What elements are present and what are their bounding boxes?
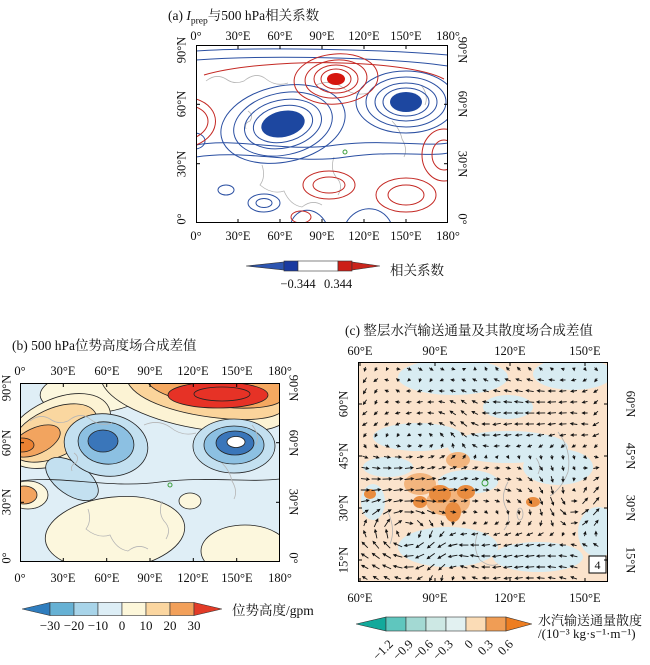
reference-vector-value: 4: [594, 558, 601, 572]
x-tick-label: 90°E: [137, 364, 163, 378]
negative-core-west: [259, 107, 307, 142]
colorbar-segment: [446, 617, 466, 631]
colorbar-c: [356, 615, 532, 633]
panel-c-title: [345, 319, 593, 339]
x-tick-label: 90°E: [309, 29, 335, 43]
map-a: [196, 45, 448, 223]
colorbar-tick-label: 20: [163, 618, 177, 633]
colorbar-segment: [98, 603, 122, 616]
x-tick-label: 180°: [436, 29, 460, 43]
y-tick-label: 30°N: [623, 494, 638, 522]
map-c: [358, 362, 608, 582]
colorbar-left-arrow: [356, 617, 386, 631]
colorbar-b: [22, 601, 222, 617]
colorbar-tick-label: 0: [461, 637, 476, 652]
y-tick-label: 90°N: [286, 374, 301, 402]
y-tick-label: 0°: [286, 552, 301, 564]
y-tick-label: 15°N: [336, 546, 351, 574]
x-tick-label: 60°E: [267, 229, 293, 243]
colorbar-segment: [386, 617, 406, 631]
x-tick-label: 120°E: [177, 364, 209, 378]
colorbar-tick-label: 0.3: [474, 637, 496, 658]
x-tick-label: 0°: [190, 29, 202, 43]
panel-c-title-text: (c) 整层水汽输送通量及其散度场合成差值: [345, 323, 593, 338]
colorbar-segment: [466, 617, 486, 631]
colorbar-tick-label: −1.2: [369, 637, 396, 663]
colorbar-c-label-line1: 水汽输送通量散度: [538, 613, 643, 628]
y-tick-label: 0°: [174, 213, 189, 225]
x-tick-label: 60°E: [94, 571, 120, 585]
x-tick-label: 120°E: [348, 29, 380, 43]
x-tick-label: 150°E: [221, 364, 253, 378]
y-tick-label: 0°: [0, 552, 14, 564]
x-tick-label: 0°: [14, 571, 26, 585]
colorbar-tick-label: 10: [139, 618, 153, 633]
x-tick-label: 60°E: [347, 591, 373, 605]
colorbar-tick-label: 30: [187, 618, 201, 633]
colorbar-tick-label: 0: [118, 618, 126, 633]
x-tick-label: 150°E: [569, 344, 601, 358]
colorbar-a: [246, 258, 380, 274]
y-tick-label: 60°N: [0, 429, 14, 457]
x-tick-label: 60°E: [94, 364, 120, 378]
colorbar-segment: [50, 603, 74, 616]
y-tick-label: 30°N: [174, 150, 189, 178]
y-tick-label: 30°N: [286, 488, 301, 516]
y-tick-label: 60°N: [623, 390, 638, 418]
colorbar-tick-label: −10: [87, 618, 109, 633]
x-tick-label: 0°: [14, 364, 26, 378]
negative-core-east: [390, 92, 422, 112]
colorbar-tick-label: 0.344: [323, 277, 353, 291]
colorbar-tick-label: −0.3: [429, 637, 456, 663]
y-tick-label: 45°N: [336, 442, 351, 470]
x-tick-label: 180°: [268, 364, 292, 378]
colorbar-tick-label: −20: [63, 618, 85, 633]
y-tick-label: 45°N: [623, 442, 638, 470]
y-tick-label: 90°N: [0, 374, 14, 402]
x-tick-label: 120°E: [348, 229, 380, 243]
colorbar-tick-label: −0.344: [280, 277, 316, 291]
panel-a-title-rest: 与500 hPa相关系数: [207, 8, 320, 23]
y-tick-label: 30°N: [336, 494, 351, 522]
green-marker: [343, 150, 347, 154]
colorbar-segment: [170, 603, 194, 616]
x-tick-label: 150°E: [221, 571, 253, 585]
y-tick-label: 90°N: [455, 36, 470, 64]
x-tick-label: 60°E: [267, 29, 293, 43]
colorbar-segment: [338, 261, 352, 271]
panel-b-title-text: (b) 500 hPa位势高度场合成差值: [12, 338, 197, 353]
colorbar-segment: [146, 603, 170, 616]
panel-a-title-var: I: [186, 8, 191, 23]
x-tick-label: 150°E: [569, 591, 601, 605]
x-tick-label: 90°E: [422, 344, 448, 358]
colorbar-tick-label: −0.9: [389, 637, 416, 663]
colorbar-left-arrow: [22, 603, 50, 616]
panel-a-title-prefix: (a): [168, 8, 187, 23]
x-tick-label: 120°E: [494, 344, 526, 358]
x-tick-label: 90°E: [309, 229, 335, 243]
x-tick-label: 150°E: [390, 29, 422, 43]
y-tick-label: 0°: [455, 213, 470, 225]
colorbar-tick-label: −0.6: [409, 637, 436, 663]
colorbar-segment: [298, 261, 338, 271]
colorbar-segment: [426, 617, 446, 631]
panel-b-title: [12, 334, 197, 354]
panel-a-title-sub: prep: [190, 16, 208, 27]
colorbar-left-arrow: [246, 262, 284, 270]
x-tick-label: 60°E: [347, 344, 373, 358]
colorbar-right-arrow: [352, 262, 380, 270]
x-tick-label: 120°E: [494, 591, 526, 605]
colorbar-right-arrow: [506, 617, 532, 631]
x-tick-label: 150°E: [390, 229, 422, 243]
panel-a-title: [168, 4, 319, 27]
colorbar-segment: [74, 603, 98, 616]
colorbar-b-label: 位势高度/gpm: [232, 603, 314, 618]
colorbar-segment: [406, 617, 426, 631]
colorbar-tick-label: −30: [39, 618, 61, 633]
colorbar-tick-label: 0.6: [494, 637, 516, 658]
x-tick-label: 90°E: [422, 591, 448, 605]
x-tick-label: 30°E: [50, 364, 76, 378]
y-tick-label: 30°N: [455, 150, 470, 178]
x-tick-label: 120°E: [177, 571, 209, 585]
colorbar-right-arrow: [194, 603, 222, 616]
y-tick-label: 60°N: [455, 90, 470, 118]
x-tick-label: 180°: [436, 229, 460, 243]
y-tick-label: 60°N: [336, 390, 351, 418]
x-tick-label: 180°: [268, 571, 292, 585]
y-tick-label: 30°N: [0, 488, 14, 516]
y-tick-label: 15°N: [623, 546, 638, 574]
x-tick-label: 90°E: [137, 571, 163, 585]
x-tick-label: 0°: [190, 229, 202, 243]
x-tick-label: 30°E: [225, 229, 251, 243]
colorbar-segment: [284, 261, 298, 271]
positive-contours: [196, 50, 448, 223]
x-tick-label: 30°E: [225, 29, 251, 43]
colorbar-c-label-line2: /(10⁻³ kg·s⁻¹·m⁻¹): [538, 626, 636, 641]
x-tick-label: 30°E: [50, 571, 76, 585]
y-tick-label: 60°N: [286, 429, 301, 457]
colorbar-segment: [486, 617, 506, 631]
colorbar-segment: [122, 603, 146, 616]
colorbar-a-label: 相关系数: [390, 263, 444, 278]
y-tick-label: 60°N: [174, 90, 189, 118]
map-b: [20, 383, 280, 562]
positive-core: [327, 73, 345, 85]
y-tick-label: 90°N: [174, 36, 189, 64]
